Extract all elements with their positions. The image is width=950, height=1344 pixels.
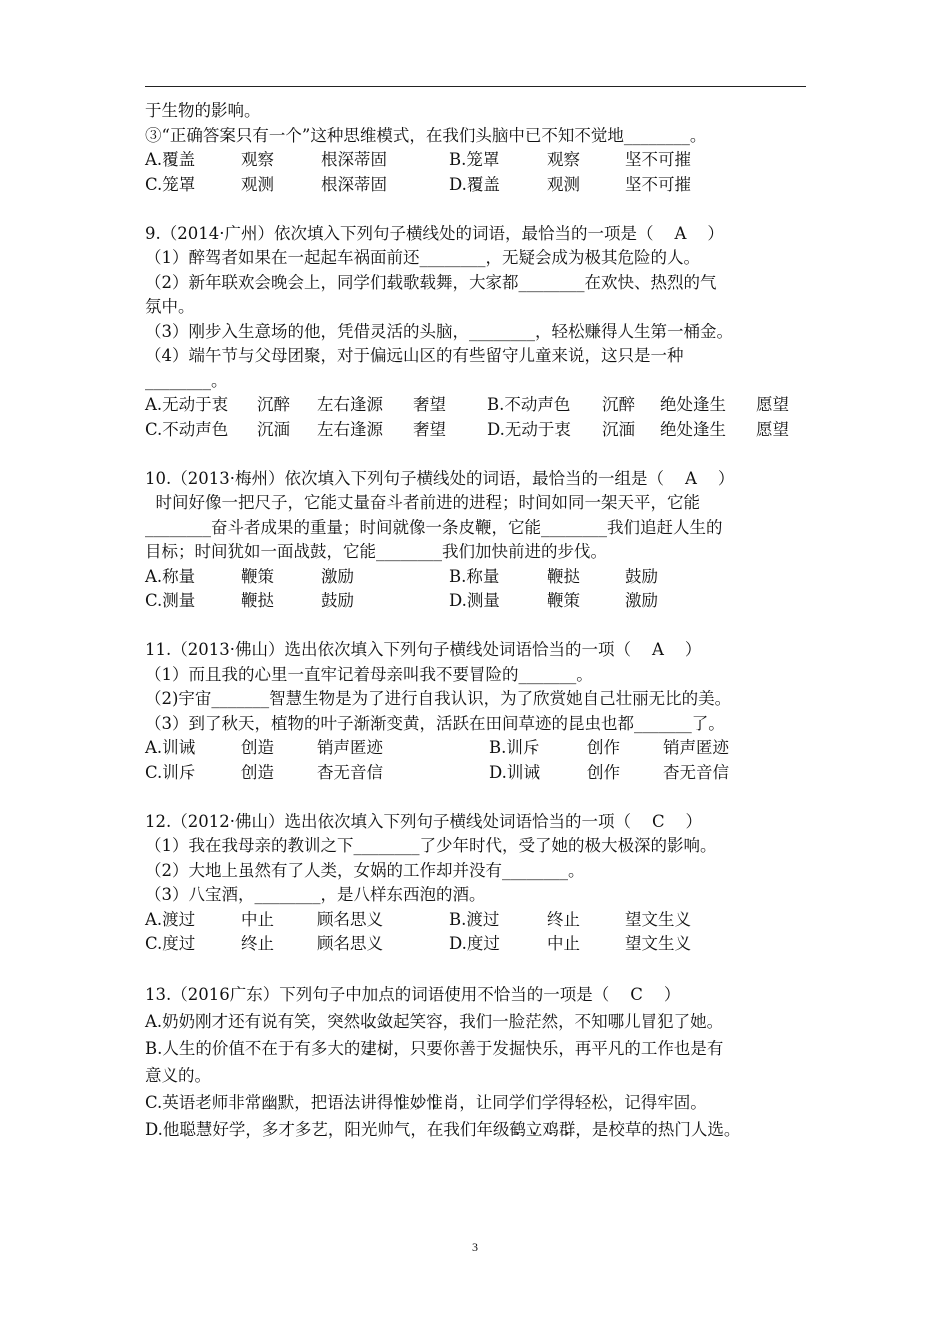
option-c-word3: 鼓励 xyxy=(321,591,354,610)
dotted-word-d: 鹤 •立 •鸡 •群 • xyxy=(509,1120,575,1139)
q11-options-ab xyxy=(145,736,810,761)
option-c-word3: 杳无音信 xyxy=(317,762,383,782)
q9-stem: 9.（2014·广州）依次填入下列句子横线处的词语，最恰当的一项是（ A ） xyxy=(145,223,724,243)
option-b-word3: 销声匿迹 xyxy=(663,738,729,757)
option-d-word3: 坚不可摧 xyxy=(625,174,691,194)
q12-sentence-1: （1）我在我母亲的教训之下________了少年时代，受了她的极大极深的影响。 xyxy=(145,836,717,855)
header-rule xyxy=(145,86,806,87)
option-b-word3: 望文生义 xyxy=(625,909,691,929)
option-b-word2: 沉醉 xyxy=(602,395,635,414)
q13-option-b-cont: 意义的。 xyxy=(145,1066,211,1085)
q10-passage-2: ________奋斗者成果的重量；时间就像一条皮鞭，它能________我们追赶人生的 xyxy=(145,517,723,537)
q12-sentence-3: （3）八宝酒，________，是八样东西泡的酒。 xyxy=(145,885,486,904)
q11-sentence-3: （3）到了秋天，植物的叶子渐渐变黄，活跃在田间草迹的昆虫也都_______了。 xyxy=(145,713,725,733)
option-a-word1: A.训诫 xyxy=(145,738,196,757)
option-d-word2: 中止 xyxy=(547,934,580,953)
option-a-word1: A.渡过 xyxy=(145,909,196,929)
q9-sentence-1: （1）醉驾者如果在一起起车祸面前还________，无疑会成为极其危险的人。 xyxy=(145,248,700,267)
option-d-word1: D.度过 xyxy=(449,934,500,953)
option-a-word3: 激励 xyxy=(321,566,354,586)
q13-option-c-rest: ，让同学们学得轻松，记得牢固。 xyxy=(459,1093,707,1112)
option-a-word1: A.称量 xyxy=(145,566,196,586)
q13-block xyxy=(145,981,810,1143)
option-b-word1: B.笼罩 xyxy=(449,150,500,169)
q13-option-b-rest: ，只要你善于发掘快乐，再平凡的工作也是有 xyxy=(393,1039,724,1058)
q9-sentence-2-cont: 氛中。 xyxy=(145,297,195,316)
q13-option-d-text: D.他聪慧好学，多才多艺，阳光帅气，在我们年级 xyxy=(145,1120,510,1139)
dotted-word-a: 收 •敛 • xyxy=(360,1012,393,1031)
option-a-word3: 左右逢源 xyxy=(317,395,383,414)
q9-sentence-4: （4）端午节与父母团聚，对于偏远山区的有些留守儿童来说，这只是一种 xyxy=(145,346,684,365)
q10-options-ab xyxy=(145,565,810,590)
q11-sentence-2: （2)宇宙_______智慧生物是为了进行自我认识，为了欣赏她自己壮丽无比的美。 xyxy=(145,689,732,708)
option-a-word1: A.无动于衷 xyxy=(145,395,229,414)
q8-text-line: 于生物的影响。 xyxy=(145,101,261,120)
option-d-word4: 愿望 xyxy=(756,419,789,439)
option-d-word1: D.无动于衷 xyxy=(487,419,571,439)
q11-options-cd xyxy=(145,761,810,786)
q13-option-c xyxy=(145,1089,810,1116)
option-c-word2: 观测 xyxy=(241,174,274,194)
q8-options-cd xyxy=(145,173,810,198)
option-c-word2: 沉湎 xyxy=(257,419,290,439)
option-d-word3: 望文生义 xyxy=(625,934,691,953)
q13-stem: 13.（2016广东）下列句子中加点的词语使用不恰当的一项是（ C ） xyxy=(145,985,681,1004)
option-d-word2: 观测 xyxy=(547,174,580,194)
option-c-word1: C.度过 xyxy=(145,934,196,953)
option-b-word1: B.渡过 xyxy=(449,909,500,929)
option-a-word3: 销声匿迹 xyxy=(317,738,383,757)
q13-option-a-text: A.奶奶刚才还有说有笑，突然 xyxy=(145,1012,361,1031)
q8-options-ab xyxy=(145,148,810,173)
q10-stem: 10.（2013·梅州）依次填入下列句子横线处的词语，最恰当的一组是（ A ） xyxy=(145,468,735,488)
q9-options-ab xyxy=(145,393,810,418)
option-a-word2: 观察 xyxy=(241,150,274,169)
option-d-word3: 激励 xyxy=(625,591,658,610)
option-c-word1: C.训斥 xyxy=(145,762,196,782)
option-b-word2: 终止 xyxy=(547,909,580,929)
option-a-word2: 鞭策 xyxy=(241,566,274,586)
q11-stem: 11.（2013·佛山）选出依次填入下列句子横线处词语恰当的一项（ A ） xyxy=(145,640,702,659)
q13-option-b xyxy=(145,1035,810,1062)
q9-sentence-4-cont: ________。 xyxy=(145,370,228,390)
q13-option-b-text: B.人生的价值不在于有多大的 xyxy=(145,1039,361,1058)
option-c-word1: C.测量 xyxy=(145,591,196,610)
q9-sentence-2: （2）新年联欢会晚会上，同学们载歌载舞，大家都________在欢快、热烈的气 xyxy=(145,272,717,292)
q13-option-c-text: C.英语老师非常幽默，把语法讲得 xyxy=(145,1093,394,1112)
q13-option-d xyxy=(145,1116,810,1143)
q12-options-ab xyxy=(145,908,810,933)
q10-passage-3: 目标；时间犹如一面战鼓，它能________我们加快前进的步伐。 xyxy=(145,542,607,561)
option-a-word4: 奢望 xyxy=(413,395,446,414)
option-d-word2: 创作 xyxy=(587,762,620,782)
option-b-word2: 创作 xyxy=(587,738,620,757)
page-content xyxy=(145,99,810,1143)
option-b-word2: 观察 xyxy=(547,150,580,169)
option-b-word4: 愿望 xyxy=(756,395,789,414)
option-a-word2: 沉醉 xyxy=(257,395,290,414)
dotted-word-c: 惟 •妙 •惟 •肖 • xyxy=(393,1093,459,1112)
option-b-word1: B.称量 xyxy=(449,566,500,586)
option-b-word3: 绝处逢生 xyxy=(660,395,726,414)
option-b-word3: 坚不可摧 xyxy=(625,150,691,169)
option-a-word2: 中止 xyxy=(241,909,274,929)
option-c-word3: 根深蒂固 xyxy=(321,174,387,194)
option-c-word1: C.笼罩 xyxy=(145,174,196,194)
q11-sentence-1: （1）而且我的心里一直牢记着母亲叫我不要冒险的_______。 xyxy=(145,664,593,684)
option-d-word2: 鞭策 xyxy=(547,591,580,610)
option-c-word2: 终止 xyxy=(241,934,274,953)
q12-sentence-2: （2）大地上虽然有了人类，女娲的工作却并没有________。 xyxy=(145,860,585,880)
q13-option-d-rest: ，是校草的热门人选。 xyxy=(575,1120,741,1139)
option-c-word1: C.不动声色 xyxy=(145,419,229,439)
option-b-word1: B.训斥 xyxy=(489,738,540,757)
option-a-word1: A.覆盖 xyxy=(145,150,196,169)
option-b-word3: 鼓励 xyxy=(625,566,658,586)
option-c-word3: 顾名思义 xyxy=(317,934,383,953)
q10-options-cd xyxy=(145,589,810,614)
option-b-word2: 鞭挞 xyxy=(547,566,580,586)
option-d-word1: D.测量 xyxy=(449,591,500,610)
q13-option-a-rest: 起笑容，我们一脸茫然，不知哪儿冒犯了她。 xyxy=(393,1012,724,1031)
q13-option-a xyxy=(145,1008,810,1035)
page-number: 3 xyxy=(472,1240,478,1254)
option-d-word1: D.覆盖 xyxy=(449,174,500,194)
option-a-word2: 创造 xyxy=(241,738,274,757)
q10-passage-1: 时间好像一把尺子，它能丈量奋斗者前进的进程；时间如同一架天平，它能 xyxy=(145,493,700,512)
option-c-word4: 奢望 xyxy=(413,419,446,439)
option-a-word3: 顾名思义 xyxy=(317,909,383,929)
option-d-word2: 沉湎 xyxy=(602,419,635,439)
option-c-word3: 左右逢源 xyxy=(317,419,383,439)
q8-sentence-3: ③“正确答案只有一个”这种思维模式，在我们头脑中已不知不觉地________。 xyxy=(145,125,707,145)
q9-sentence-3: （3）刚步入生意场的他，凭借灵活的头脑，________，轻松赚得人生第一桶金。 xyxy=(145,321,733,341)
option-d-word3: 绝处逢生 xyxy=(660,419,726,439)
option-c-word2: 创造 xyxy=(241,762,274,782)
option-d-word3: 杳无音信 xyxy=(663,762,729,782)
option-c-word2: 鞭挞 xyxy=(241,591,274,610)
option-a-word3: 根深蒂固 xyxy=(321,150,387,169)
q12-stem: 12.（2012·佛山）选出依次填入下列句子横线处词语恰当的一项（ C ） xyxy=(145,811,703,831)
option-d-word1: D.训诫 xyxy=(489,762,540,782)
dotted-word-b: 建 •树 • xyxy=(360,1039,393,1058)
q12-options-cd xyxy=(145,932,810,957)
option-b-word1: B.不动声色 xyxy=(487,395,571,414)
q9-options-cd xyxy=(145,418,810,443)
